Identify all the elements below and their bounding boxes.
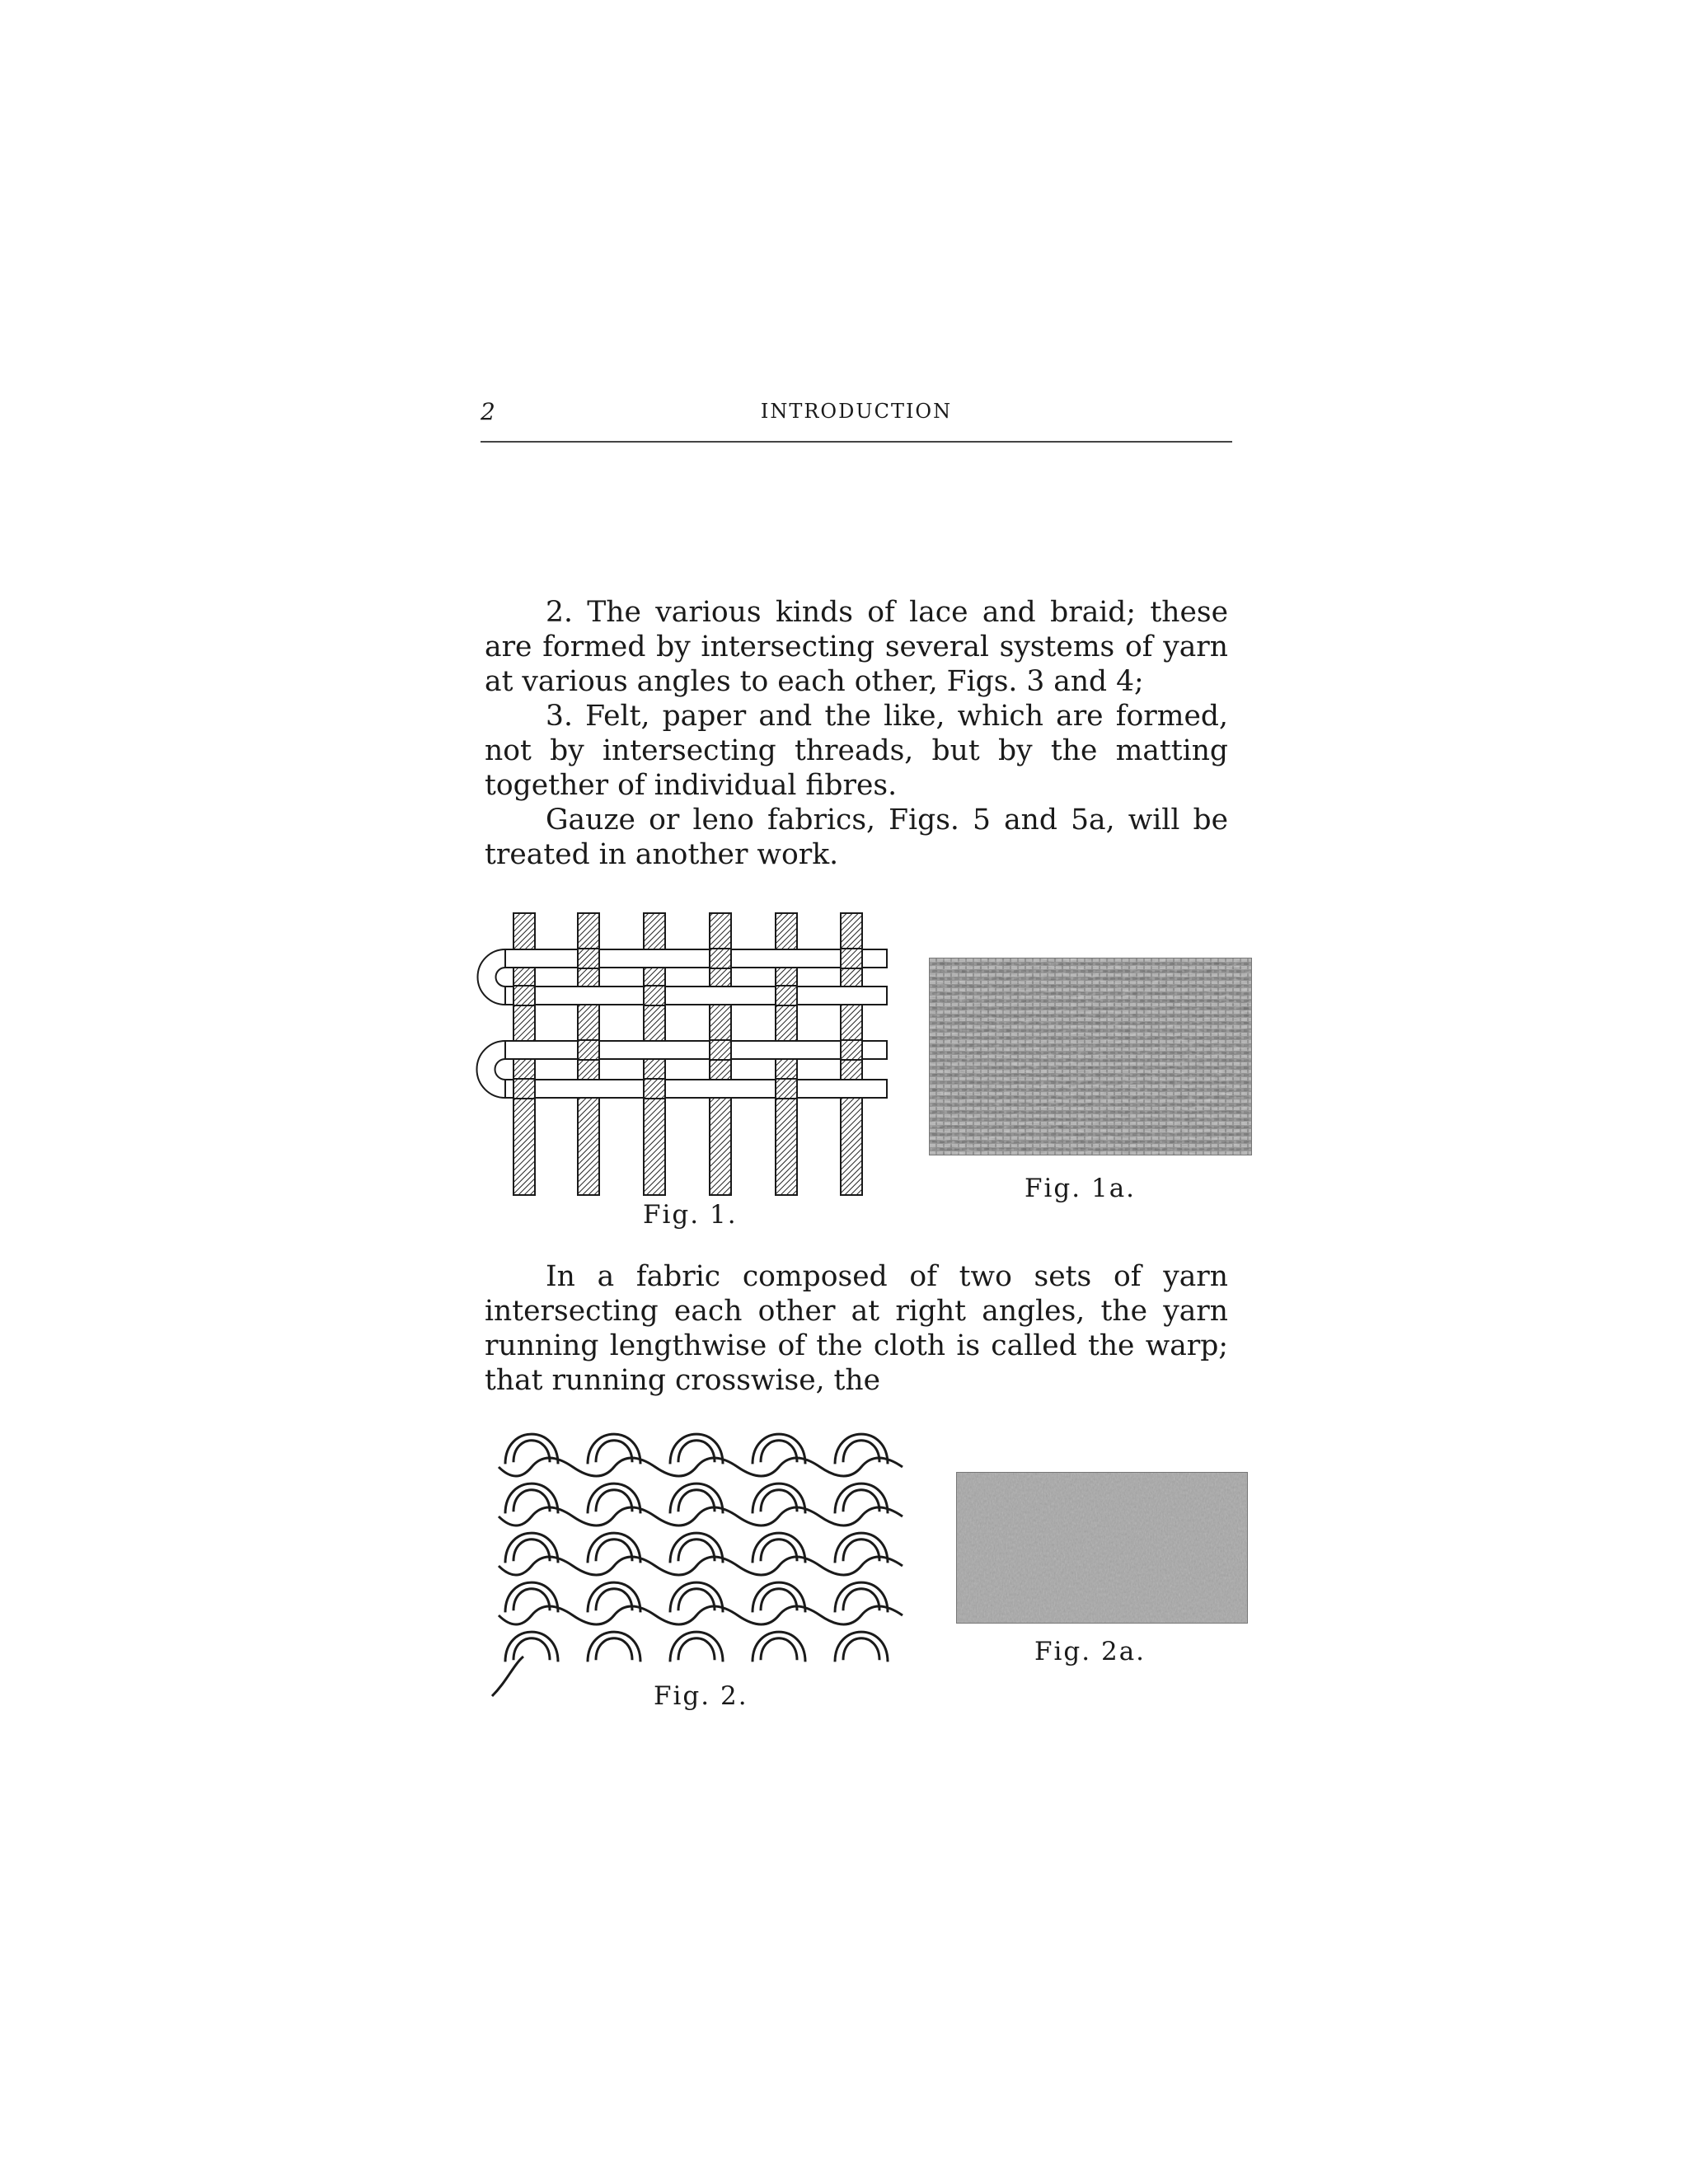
warp-over-crossing — [513, 1079, 535, 1099]
page-number: 2 — [481, 398, 495, 425]
knit-loop — [588, 1582, 640, 1612]
fig2a-caption: Fig. 2a. — [1034, 1637, 1146, 1666]
list-item-2: 2. The various kinds of lace and braid; these are formed by intersecting several systems of yarn at various angles to each other, Figs. 3 and 4; — [485, 596, 1228, 698]
gauze-note: Gauze or leno fabrics, Figs. 5 and 5a, will be treated in another work. — [485, 804, 1228, 871]
fig2a-knitted-photo — [956, 1472, 1248, 1624]
knit-course-yarn — [499, 1557, 903, 1575]
knit-loop — [753, 1483, 805, 1513]
warp-over-crossing — [644, 986, 665, 1005]
knit-loop — [753, 1533, 805, 1563]
weft-turn-inner — [495, 1059, 506, 1080]
knit-loop — [835, 1533, 888, 1563]
warp-over-crossing — [710, 1040, 731, 1060]
page-header — [481, 398, 1232, 439]
warp-over-crossing — [776, 1079, 797, 1099]
knit-loop — [505, 1483, 558, 1513]
knit-loop — [835, 1434, 888, 1464]
fig2-knitted-diagram — [490, 1409, 919, 1702]
body-text-middle — [485, 1259, 1228, 1398]
fig1a-woven-photo — [929, 958, 1252, 1155]
warp-over-crossing — [710, 949, 731, 968]
knit-course-yarn — [499, 1507, 903, 1526]
fig1a-caption: Fig. 1a. — [1025, 1174, 1137, 1203]
yarn-tail — [492, 1657, 523, 1696]
weft-turn-outer — [477, 1041, 506, 1098]
knit-loop — [670, 1483, 723, 1513]
knit-loop — [835, 1483, 888, 1513]
knit-loop — [753, 1632, 805, 1661]
knit-course-yarn — [499, 1458, 903, 1476]
knit-loop — [505, 1582, 558, 1612]
header-rule — [481, 441, 1232, 443]
warp-over-crossing — [644, 1079, 665, 1099]
knit-loop — [588, 1434, 640, 1464]
weft-thread — [505, 949, 887, 968]
knit-loop — [670, 1434, 723, 1464]
knit-loop — [588, 1483, 640, 1513]
knit-loop — [505, 1632, 558, 1661]
warp-over-crossing — [513, 986, 535, 1005]
fig1-woven-diagram — [468, 907, 897, 1216]
weft-thread — [505, 1041, 887, 1059]
knit-loop — [835, 1582, 888, 1612]
knit-loop — [835, 1632, 888, 1661]
knit-loop — [670, 1632, 723, 1661]
knit-loop — [670, 1533, 723, 1563]
fig2-caption: Fig. 2. — [654, 1681, 748, 1711]
weft-thread — [505, 987, 887, 1005]
knit-loop — [753, 1434, 805, 1464]
knit-loop — [588, 1533, 640, 1563]
warp-over-crossing — [776, 986, 797, 1005]
warp-over-crossing — [841, 1040, 862, 1060]
weft-turn-outer — [478, 949, 505, 1005]
warp-paragraph: In a fabric composed of two sets of yarn intersecting each other at right angles, the yarn running lengthwise of the cloth is called the warp; that running crosswise, the — [485, 1260, 1228, 1397]
weft-turn-inner — [496, 968, 506, 987]
warp-over-crossing — [841, 949, 862, 968]
knit-loop — [588, 1632, 640, 1661]
knit-loop — [505, 1434, 558, 1464]
warp-over-crossing — [578, 949, 599, 968]
knit-loop — [670, 1582, 723, 1612]
knit-course-yarn — [499, 1606, 903, 1624]
knit-loop — [753, 1582, 805, 1612]
list-item-3: 3. Felt, paper and the like, which are formed, not by intersecting threads, but by the matting together of individual fibres. — [485, 700, 1228, 802]
warp-over-crossing — [578, 1040, 599, 1060]
body-text-top — [485, 595, 1228, 872]
running-head: INTRODUCTION — [760, 400, 953, 423]
weft-thread — [505, 1080, 887, 1098]
fig1-caption: Fig. 1. — [643, 1200, 738, 1230]
knit-loop — [505, 1533, 558, 1563]
